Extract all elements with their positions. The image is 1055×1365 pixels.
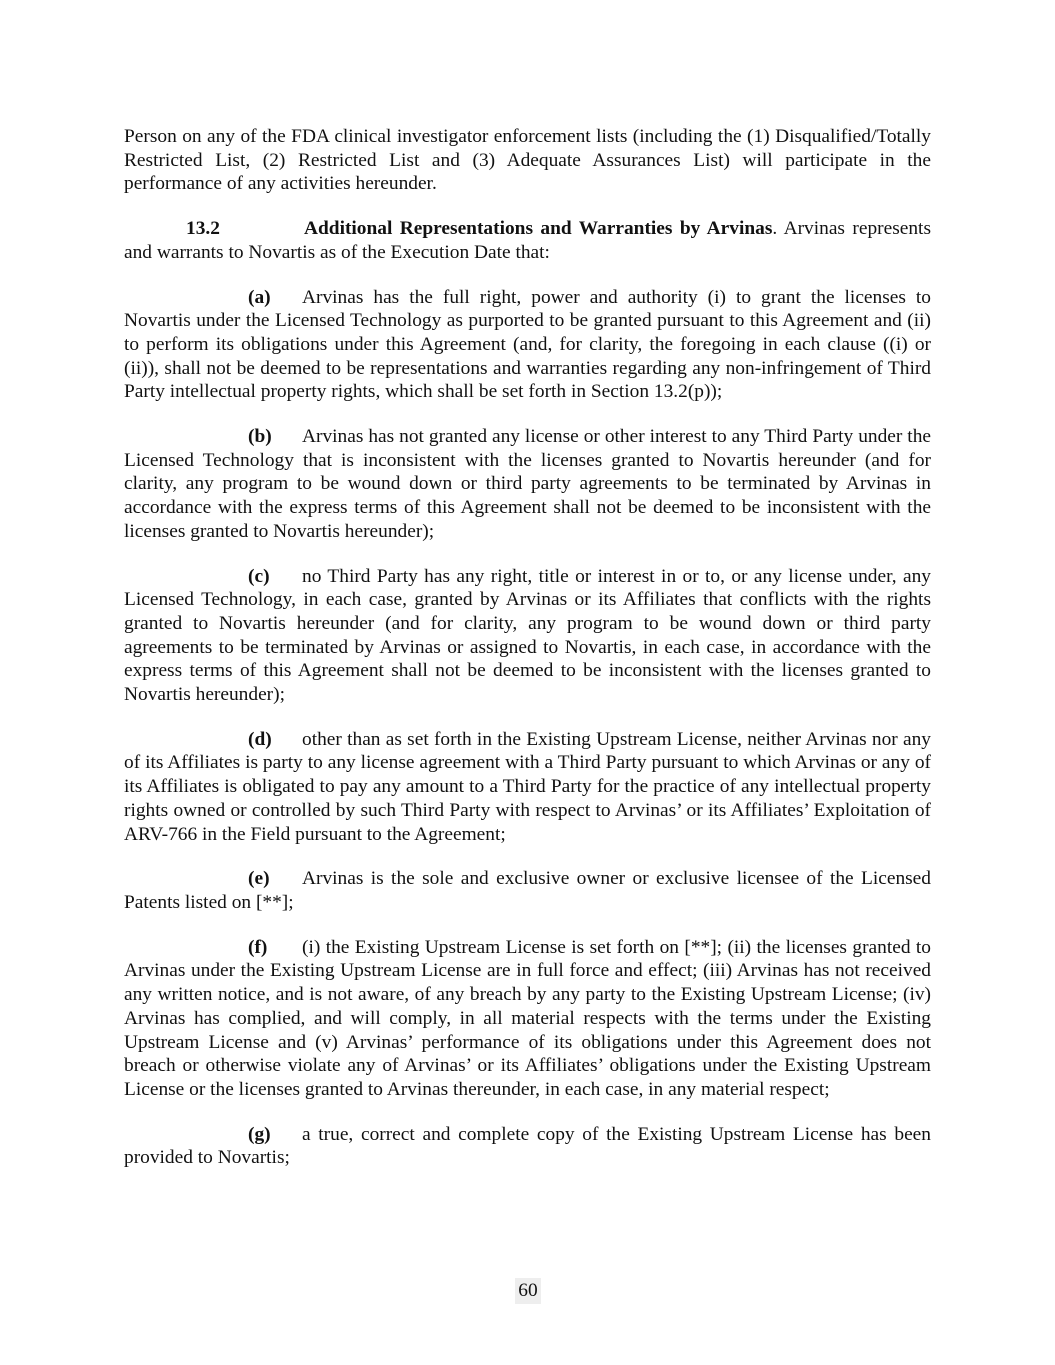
clause-text: Arvinas has not granted any license or other interest to any Third Party under the Licensed Technology that is inconsistent with the licenses granted to Novartis hereunder (and for clarity, any program to be wound down or third party agreements to be terminated by Arvinas in accordance with the express terms of this Agreement shall not be deemed to be inconsistent with the licenses granted to Novartis hereunder);	[124, 426, 931, 542]
clause-label: (a)	[248, 286, 271, 308]
intro-paragraph: Person on any of the FDA clinical investigator enforcement lists (including the (1) Disqualified/Totally Restricted List, (2) Restricted List and (3) Adequate Assurances List) will participate in the performance of any activities hereunder.	[124, 126, 931, 195]
clause-label: (e)	[248, 868, 270, 890]
document-page	[124, 125, 931, 1170]
clause-a	[124, 286, 931, 405]
clause-d	[124, 728, 931, 847]
section-heading	[124, 217, 931, 264]
clause-label: (d)	[248, 728, 272, 750]
clause-text: Arvinas has the full right, power and authority (i) to grant the licenses to Novartis under the Licensed Technology as purported to be granted pursuant to this Agreement and (ii) to perform its obligations under this Agreement (and, for clarity, the foregoing in each clause ((i) or (ii)), shall not be deemed to be representations and warranties regarding any non-infringement of Third Party intellectual property rights, which shall be set forth in Section 13.2(p));	[124, 286, 931, 403]
clause-text: (i) the Existing Upstream License is set forth on [**]; (ii) the licenses granted to Arvinas under the Existing Upstream License are in full force and effect; (iii) Arvinas has not received any written notice, and is not aware, of any breach by any party to the Existing Upstream License; (iv) Arvinas has complied, and will comply, in all material respects with the terms under the Existing Upstream License and (v) Arvinas’ performance of its obligations under this Agreement does not breach or otherwise violate any of Arvinas’ or its Affiliates’ obligations under the Existing Upstream License or the licenses granted to Arvinas thereunder, in each case, in any material respect;	[124, 936, 931, 1100]
clause-b	[124, 425, 931, 544]
clause-e	[124, 867, 931, 914]
clause-label: (b)	[248, 426, 272, 448]
clause-text: a true, correct and complete copy of the Existing Upstream License has been provided to Novartis;	[124, 1123, 931, 1169]
clause-c	[124, 565, 931, 707]
clause-text: other than as set forth in the Existing Upstream License, neither Arvinas nor any of its Affiliates is party to any license agreement with a Third Party pursuant to which Arvinas or any of its Affiliates is obligated to pay any amount to a Third Party for the practice of any intellectual property rights owned or controlled by such Third Party with respect to Arvinas’ or its Affiliates’ Exploitation of ARV-766 in the Field pursuant to the Agreement;	[124, 728, 931, 845]
clause-text: Arvinas is the sole and exclusive owner or exclusive licensee of the Licensed Patents listed on [**];	[124, 868, 931, 913]
clause-g	[124, 1123, 931, 1170]
section-number: 13.2	[186, 218, 220, 240]
clause-text: no Third Party has any right, title or interest in or to, or any license under, any Licensed Technology, in each case, granted by Arvinas or its Affiliates that conflicts with the rights granted to Novartis hereunder (and for clarity, any program to be wound down or third party agreements to be terminated by Arvinas or assigned to Novartis, in each case, in accordance with the express terms of this Agreement shall not be deemed to be inconsistent with the licenses granted to Novartis hereunder);	[124, 565, 931, 706]
page-number: 60	[515, 1278, 541, 1304]
clause-f	[124, 936, 931, 1102]
clause-label: (c)	[248, 565, 270, 587]
section-text: . Arvinas represents and warrants to Novartis as of the Execution Date that:	[124, 218, 931, 263]
section-title: Additional Representations and Warranties by Arvinas	[304, 218, 773, 240]
clause-label: (f)	[248, 936, 268, 958]
clause-label: (g)	[248, 1123, 271, 1145]
